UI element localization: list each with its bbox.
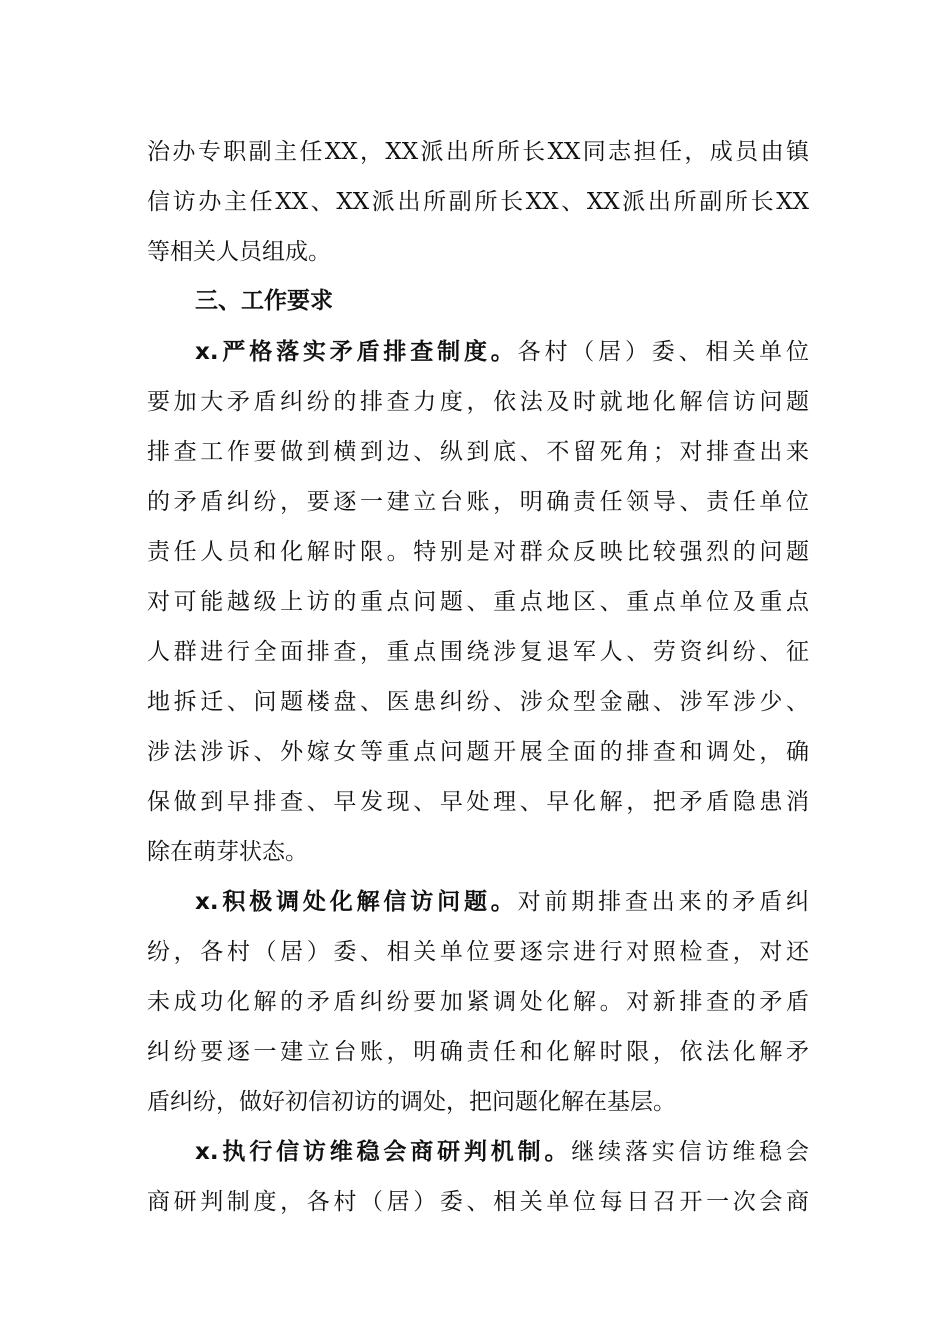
paragraph-line: 治办专职副主任XX，XX派出所所长XX同志担任，成员由镇 [147,139,809,165]
item2-lead: x.积极调处化解信访问题。 [195,889,518,915]
paragraph-line: 的矛盾纠纷，要逐一建立台账，明确责任领导、责任单位 [147,489,809,515]
paragraph-line: 保做到早排查、早发现、早处理、早化解，把矛盾隐患消 [147,789,809,815]
section-heading: 三、工作要求 [195,288,333,314]
item1-lead: x.严格落实矛盾排查制度。 [195,339,518,365]
item1-first-line-rest: 各村（居）委、相关单位 [517,339,809,365]
paragraph-line: 纷，各村（居）委、相关单位要逐宗进行对照检查，对还 [147,939,809,965]
paragraph-line: 信访办主任XX、XX派出所副所长XX、XX派出所副所长XX [147,189,809,215]
item3-lead: x.执行信访维稳会商研判机制。 [195,1139,572,1165]
paragraph-line: 除在萌芽状态。 [147,839,308,865]
item1-first-line [195,334,809,370]
item2-first-line-rest: 对前期排查出来的矛盾纠 [517,889,809,915]
item2-first-line [195,884,809,920]
paragraph-line: 排查工作要做到横到边、纵到底、不留死角；对排查出来 [147,439,809,465]
paragraph-line: 人群进行全面排查，重点围绕涉复退军人、劳资纠纷、征 [147,639,809,665]
item3-first-line-rest: 继续落实信访维稳会 [571,1139,809,1165]
paragraph-line: 地拆迁、问题楼盘、医患纠纷、涉众型金融、涉军涉少、 [147,689,809,715]
paragraph-line: 涉法涉诉、外嫁女等重点问题开展全面的排查和调处，确 [147,739,809,765]
paragraph-line: 商研判制度，各村（居）委、相关单位每日召开一次会商 [147,1189,809,1215]
paragraph-line: 等相关人员组成。 [147,239,331,265]
paragraph-line: 对可能越级上访的重点问题、重点地区、重点单位及重点 [147,589,809,615]
paragraph-line: 未成功化解的矛盾纠纷要加紧调处化解。对新排查的矛盾 [147,989,809,1015]
item3-first-line [195,1134,809,1170]
paragraph-line: 盾纠纷，做好初信初访的调处，把问题化解在基层。 [147,1089,676,1115]
paragraph-line: 责任人员和化解时限。特别是对群众反映比较强烈的问题 [147,539,809,565]
paragraph-line: 要加大矛盾纠纷的排查力度，依法及时就地化解信访问题 [147,389,809,415]
paragraph-line: 纠纷要逐一建立台账，明确责任和化解时限，依法化解矛 [147,1039,809,1065]
